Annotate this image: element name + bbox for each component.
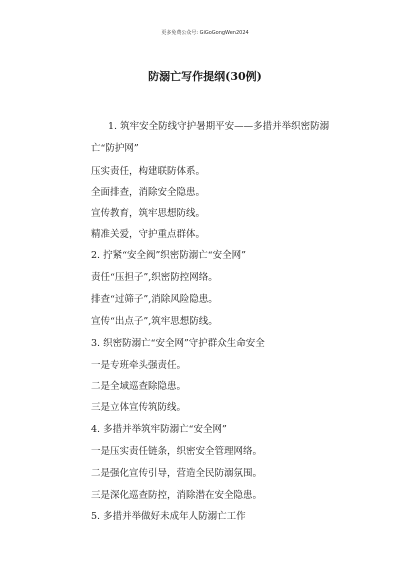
outline-item: 宣传“出点子”,筑牢思想防线。	[91, 316, 218, 327]
outline-heading: 2. 拧紧“安全阀”织密防溺亡“安全网”	[91, 250, 247, 261]
outline-item: 宣传教育，筑牢思想防线。	[91, 208, 206, 219]
outline-item: 三是立体宣传筑防线。	[91, 402, 187, 413]
outline-item: 一是压实责任链条，织密安全管理网络。	[91, 446, 263, 457]
outline-item: 全面排查，消除安全隐患。	[91, 187, 206, 198]
outline-item: 责任“压担子”,织密防控网络。	[91, 272, 218, 283]
outline-item: 排查“过筛子”,消除风险隐患。	[91, 294, 218, 305]
header-note: 更多免费公众号: GiGoGongWen2024	[161, 30, 249, 36]
outline-item: 二是强化宣传引导，营造全民防溺氛围。	[91, 468, 263, 479]
outline-heading: 4. 多措并举筑牢防溺亡“安全网”	[91, 424, 227, 435]
outline-item: 压实责任，构建联防体系。	[91, 166, 206, 177]
outline-item: 三是深化巡查防控，消除潜在安全隐患。	[91, 490, 263, 501]
outline-item: 精准关爱，守护重点群体。	[91, 229, 206, 240]
outline-heading: 1. 筑牢安全防线守护暑期平安——多措并举织密防溺	[108, 121, 330, 132]
outline-item: 一是专班牵头强责任。	[91, 360, 187, 371]
outline-heading: 3. 织密防溺亡“安全网”守护群众生命安全	[91, 338, 265, 349]
document-title: 防溺亡写作提纲(30例)	[148, 70, 262, 83]
outline-heading-cont: 亡“防护网”	[91, 143, 139, 154]
outline-heading: 5. 多措并举做好未成年人防溺亡工作	[91, 511, 246, 522]
outline-item: 二是全域巡查除隐患。	[91, 381, 187, 392]
